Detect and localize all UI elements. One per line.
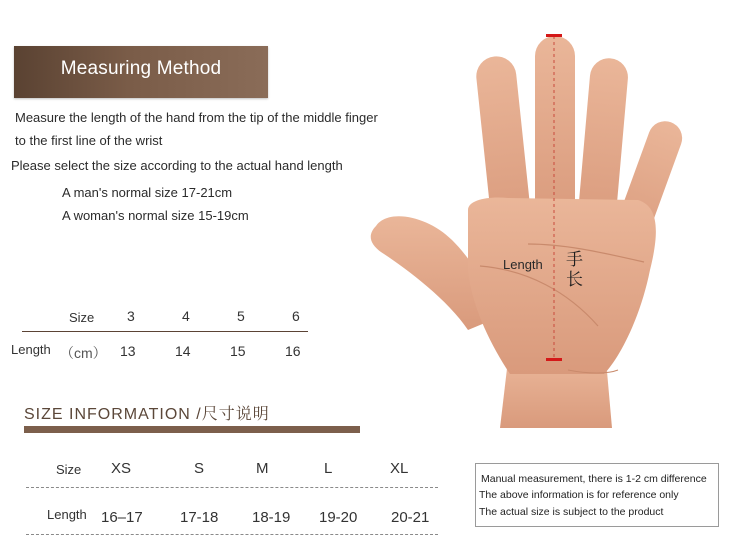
size-xs: XS xyxy=(111,460,132,477)
length-xs: 16–17 xyxy=(101,509,143,526)
hand-drawing xyxy=(368,30,690,430)
instruction-line-3: Please select the size according to the actual hand length xyxy=(11,158,343,173)
instruction-line-1: Measure the length of the hand from the tip of the middle finger xyxy=(15,110,378,125)
hand-zh-label-2: 长 xyxy=(566,270,583,289)
note-line-2: The above information is for reference only xyxy=(479,489,679,501)
measure-bottom-cap xyxy=(546,358,562,361)
palm-shape xyxy=(468,198,656,375)
small-length-14: 14 xyxy=(175,343,191,359)
small-size-4: 4 xyxy=(182,308,190,324)
measure-top-cap xyxy=(546,34,562,37)
length-row-label: Length xyxy=(47,507,87,522)
size-s: S xyxy=(194,460,205,477)
woman-size-note: A woman's normal size 15-19cm xyxy=(62,208,249,223)
size-xl: XL xyxy=(390,460,409,477)
size-m: M xyxy=(256,460,269,477)
note-line-3: The actual size is subject to the product xyxy=(479,506,664,518)
size-info-bar xyxy=(24,426,360,433)
small-size-6: 6 xyxy=(292,308,300,324)
small-size-5: 5 xyxy=(237,308,245,324)
length-l: 19-20 xyxy=(319,509,358,526)
size-row-label: Size xyxy=(56,462,82,477)
small-length-label: Length xyxy=(11,342,51,357)
note-line-1: Manual measurement, there is 1-2 cm difference xyxy=(481,473,707,485)
man-size-note: A man's normal size 17-21cm xyxy=(62,185,233,200)
length-m: 18-19 xyxy=(252,509,291,526)
small-size-label: Size xyxy=(69,310,95,325)
measuring-method-title: Measuring Method xyxy=(60,58,222,79)
small-unit-label: （cm） xyxy=(60,345,107,361)
small-table-divider xyxy=(22,331,308,332)
small-length-13: 13 xyxy=(120,343,136,359)
length-s: 17-18 xyxy=(180,509,219,526)
hand-illustration xyxy=(368,30,690,430)
small-size-3: 3 xyxy=(127,308,135,324)
size-table-divider-bottom xyxy=(26,534,438,535)
small-length-15: 15 xyxy=(230,343,246,359)
hand-length-label: Length xyxy=(503,257,543,272)
size-table-divider-top xyxy=(26,487,438,488)
small-length-16: 16 xyxy=(285,343,301,359)
middle-finger-shape xyxy=(535,36,575,226)
size-info-title: SIZE INFORMATION /尺寸说明 xyxy=(24,406,270,423)
length-xl: 20-21 xyxy=(391,509,430,526)
hand-zh-label-1: 手 xyxy=(566,250,583,269)
instruction-line-2: to the first line of the wrist xyxy=(15,133,163,148)
size-l: L xyxy=(324,460,333,477)
